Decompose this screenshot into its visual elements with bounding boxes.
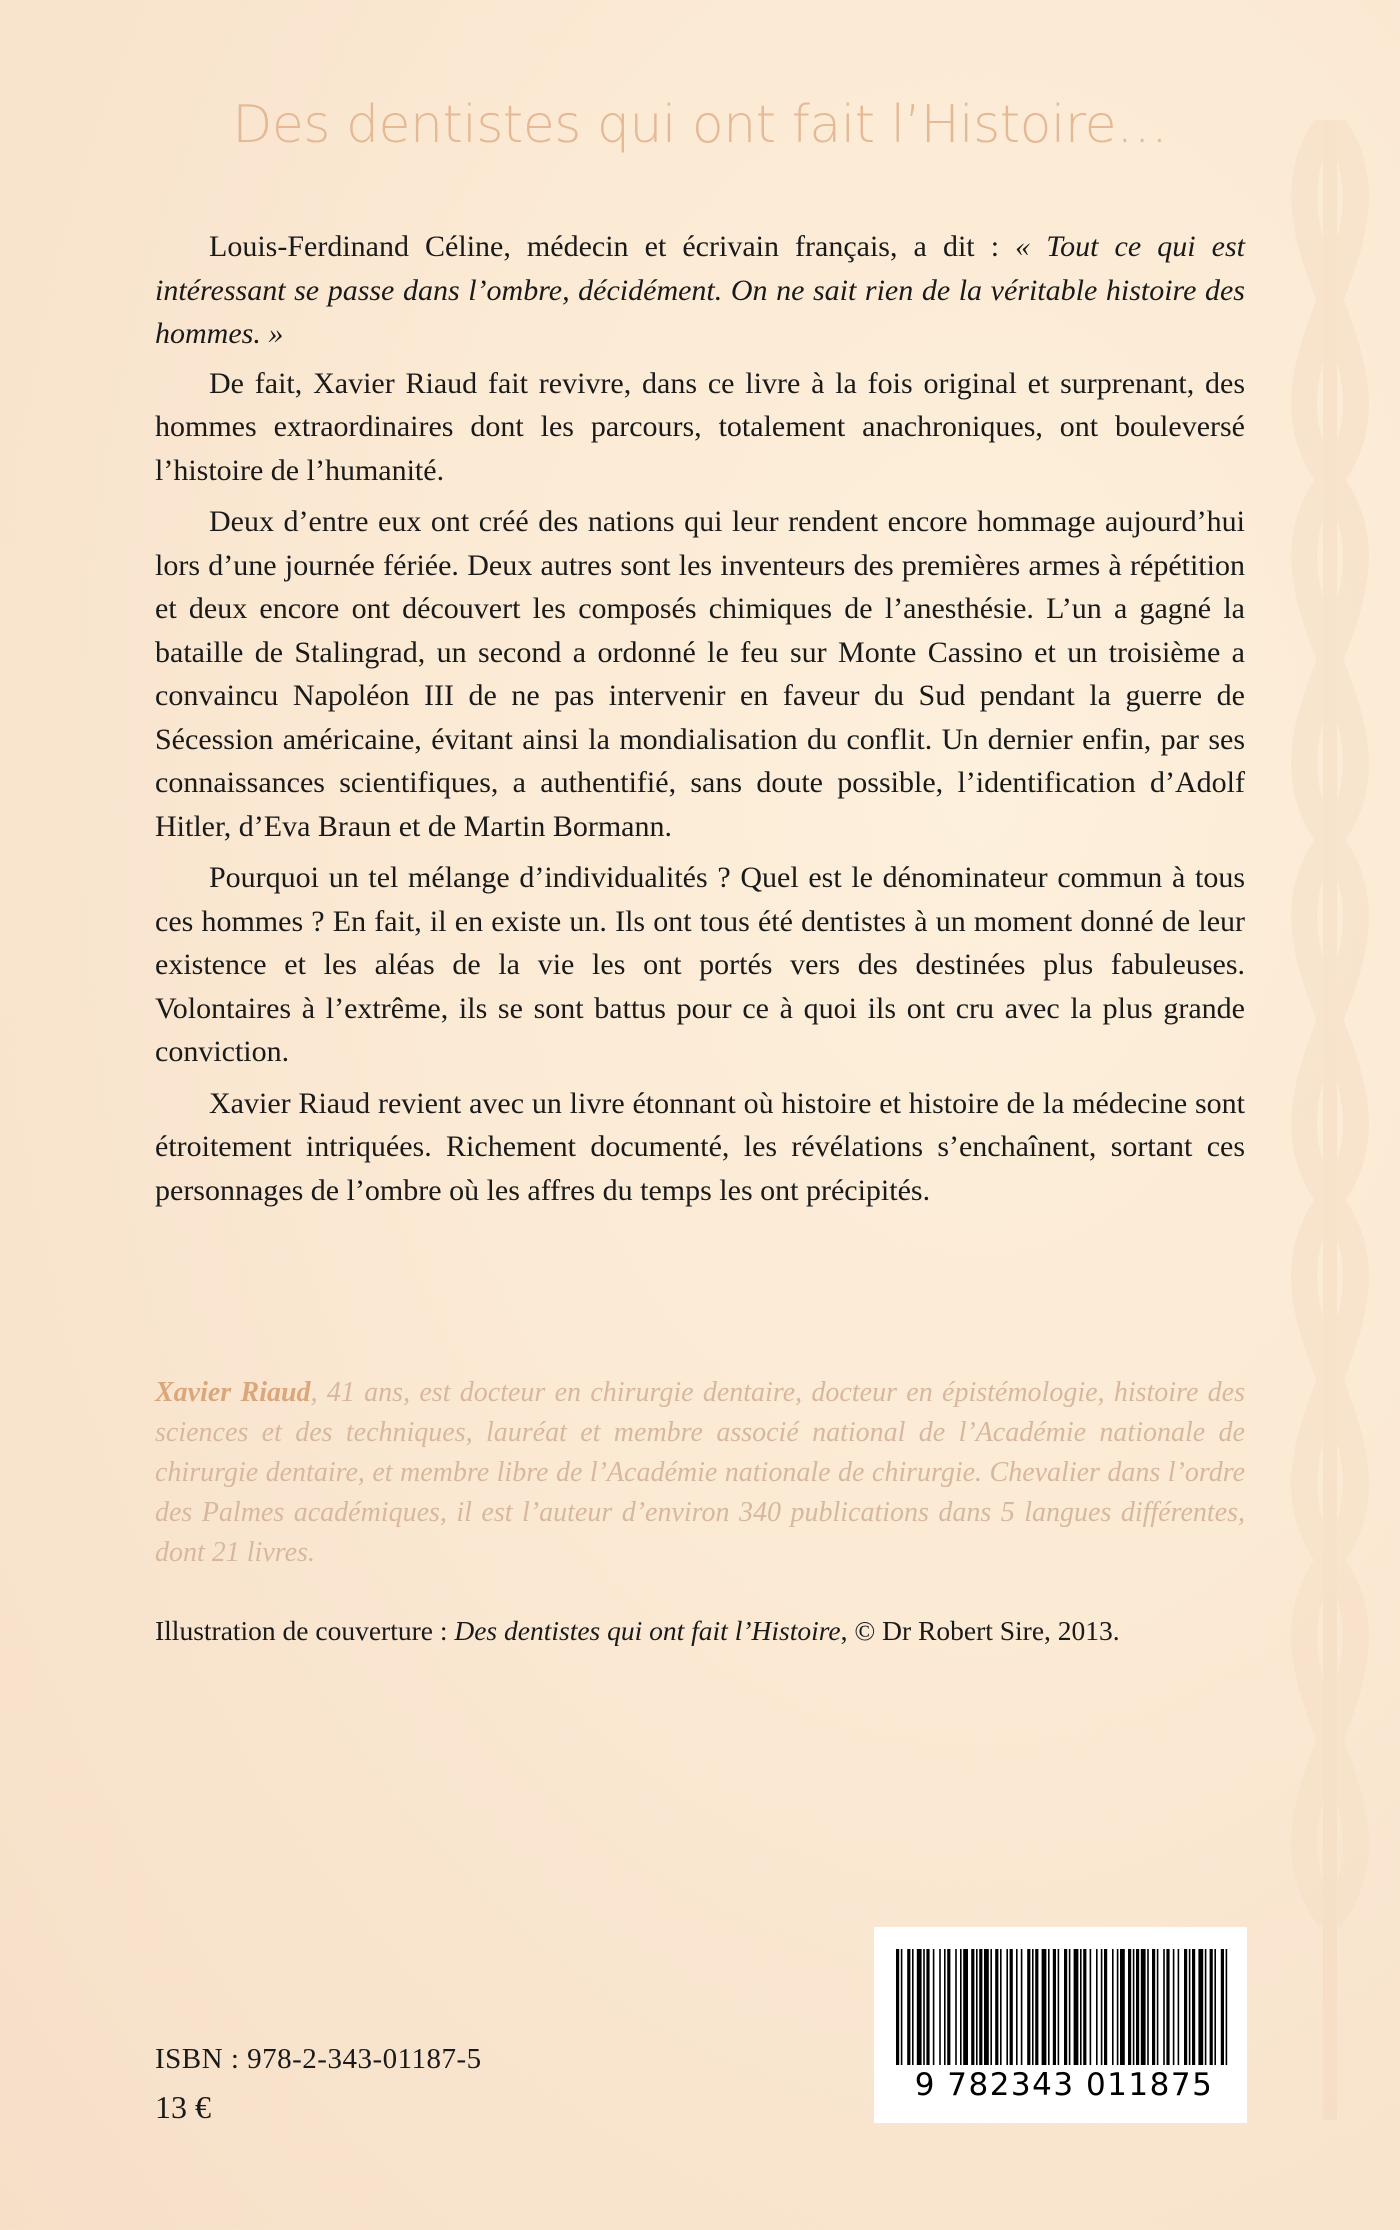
barcode-bar	[1178, 1949, 1180, 2065]
barcode-bar	[896, 1949, 899, 2065]
credit-rest: , © Dr Robert Sire, 2013.	[840, 1615, 1120, 1646]
back-cover-blurb	[155, 225, 1245, 1220]
barcode-bar	[1117, 1949, 1119, 2065]
barcode-bar	[1184, 1949, 1187, 2065]
paragraph-common-denominator: Pourquoi un tel mélange d’individualités ? Quel est le dénominateur commun à tous ces hommes ? En fait, il en existe un. Ils ont tous été dentistes à un moment donné de leur existence et les aléas de la vie les ont portés vers des destinées plus fabuleuses. Volontaires à l’extrême, ils se sont battus pour ce à quoi ils ont cru avec la plus grande conviction.	[155, 861, 1245, 1068]
barcode-bar	[1096, 1949, 1098, 2065]
paragraph-conclusion: Xavier Riaud revient avec un livre étonnant où histoire et histoire de la médecine sont étroitement intriquées. Richement documenté, les révélations s’enchaînent, sortant ces personnages de l’ombre où les affres du temps les ont précipités.	[155, 1086, 1245, 1207]
barcode-bar	[1035, 1949, 1038, 2065]
barcode-bar	[1214, 1949, 1216, 2065]
isbn: ISBN : 978-2-343-01187-5	[155, 2043, 482, 2075]
barcode-bar	[979, 1949, 982, 2065]
barcode-bar	[1157, 1949, 1159, 2065]
quote-lead: Louis-Ferdinand Céline, médecin et écrivain français, a dit :	[209, 230, 1016, 263]
barcode-bar	[1006, 1949, 1008, 2065]
barcode-bar	[1048, 1949, 1050, 2065]
barcode-bar	[1083, 1949, 1086, 2065]
barcode-bar	[1210, 1949, 1213, 2065]
paragraph-quote	[155, 225, 1245, 356]
barcode-bar	[995, 1949, 998, 2065]
barcode-bar	[971, 1949, 974, 2065]
credit-lead: Illustration de couverture :	[155, 1615, 455, 1646]
paragraph-figures: Deux d’entre eux ont créé des nations qui leur rendent encore hommage aujourd’hui lors d’une journée fériée. Deux autres sont les inventeurs des premières armes à répétition et deux encore ont découvert les composés chimiques de l’anesthésie. L’un a gagné la bataille de Stalingrad, un second a ordonné le feu sur Monte Cassino et un troisième a convaincu Napoléon III de ne pas intervenir en faveur du Sud pendant la guerre de Sécession américaine, évitant ainsi la mondialisation du conflit. Un dernier enfin, par ses connaissances scientifiques, a authentifié, sans doute possible, l’identification d’Adolf Hitler, d’Eva Braun et de Martin Bormann.	[155, 505, 1245, 843]
barcode-bar	[1080, 1949, 1082, 2065]
barcode-bar	[963, 1949, 968, 2065]
barcode-bar	[1147, 1949, 1149, 2065]
barcode-bar	[901, 1949, 903, 2065]
barcode-bar	[1221, 1949, 1224, 2065]
barcode-bar	[1166, 1949, 1169, 2065]
barcode-bar	[990, 1949, 992, 2065]
barcode-bar	[976, 1949, 978, 2065]
barcode-bar	[1112, 1949, 1114, 2065]
barcode-bar	[1032, 1949, 1034, 2065]
barcode-bar	[917, 1949, 922, 2065]
barcode-bar	[1141, 1949, 1146, 2065]
barcode-bar	[1090, 1949, 1092, 2065]
barcode-bar	[1152, 1949, 1155, 2065]
barcode-bar	[1120, 1949, 1125, 2065]
author-bio-text: , 41 ans, est docteur en chirurgie dentaire, docteur en épistémologie, histoire des sciences et des techniques, lauréat et membre associé national de l’Académie nationale de chirurgie dentaire, et membre libre de l’Académie nationale de chirurgie. Chevalier dans l’ordre des Palmes académiques, il est l’auteur d’environ 340 publications dans 5 langues différentes, dont 21 livres.	[155, 1377, 1246, 1568]
author-name: Xavier Riaud	[155, 1377, 311, 1408]
barcode-bar	[1000, 1949, 1002, 2065]
author-bio	[155, 1373, 1245, 1573]
barcode-bar	[1173, 1949, 1175, 2065]
barcode-bar	[1205, 1949, 1207, 2065]
illustration-credit	[155, 1613, 1275, 1649]
barcode-bar	[939, 1949, 941, 2065]
barcode-bar	[955, 1949, 957, 2065]
barcode-bar	[1192, 1949, 1195, 2065]
barcode-bar	[1128, 1949, 1131, 2065]
barcode-bar	[1163, 1949, 1165, 2065]
barcode-bar	[1064, 1949, 1067, 2065]
price: 13 €	[155, 2089, 211, 2125]
paragraph-intro: De fait, Xavier Riaud fait revivre, dans ce livre à la fois original et surprenant, des hommes extraordinaires dont les parcours, totalement anachroniques, ont bouleversé l’histoire de l’humanité.	[155, 366, 1245, 487]
barcode-bar	[1053, 1949, 1056, 2065]
barcode-bar	[1133, 1949, 1135, 2065]
barcode-bar	[907, 1949, 910, 2065]
barcode-bar	[1136, 1949, 1139, 2065]
barcode-digits: 9 782343 011875	[914, 2067, 1214, 2103]
barcode-bar	[1021, 1949, 1023, 2065]
barcode-bar	[923, 1949, 925, 2065]
barcode-bar	[1010, 1949, 1013, 2065]
barcode-bar	[1226, 1949, 1228, 2065]
barcode-bar	[944, 1949, 946, 2065]
barcode-bar	[1189, 1949, 1191, 2065]
credit-work-title: Des dentistes qui ont fait l’Histoire	[454, 1615, 841, 1646]
barcode-bar	[1198, 1949, 1203, 2065]
barcode-bar	[1042, 1949, 1047, 2065]
barcode-bar	[1069, 1949, 1071, 2065]
barcode-bar	[1104, 1949, 1107, 2065]
barcode-bar	[1058, 1949, 1060, 2065]
barcode-bar	[1016, 1949, 1018, 2065]
barcode	[874, 1927, 1247, 2123]
barcode-bar	[926, 1949, 929, 2065]
barcode-bar	[912, 1949, 914, 2065]
barcode-bar	[947, 1949, 950, 2065]
barcode-bar	[960, 1949, 962, 2065]
barcode-bar	[1074, 1949, 1079, 2065]
book-title: Des dentistes qui ont fait l’Histoire…	[232, 95, 1168, 155]
barcode-bar	[933, 1949, 935, 2065]
barcode-bar	[984, 1949, 989, 2065]
barcode-bar	[1027, 1949, 1030, 2065]
celine-quote: « Tout ce qui est intéressant se passe dans l’ombre, décidément. On ne sait rien de la véritable histoire des hommes. »	[155, 230, 1245, 350]
barcode-bar	[1101, 1949, 1103, 2065]
